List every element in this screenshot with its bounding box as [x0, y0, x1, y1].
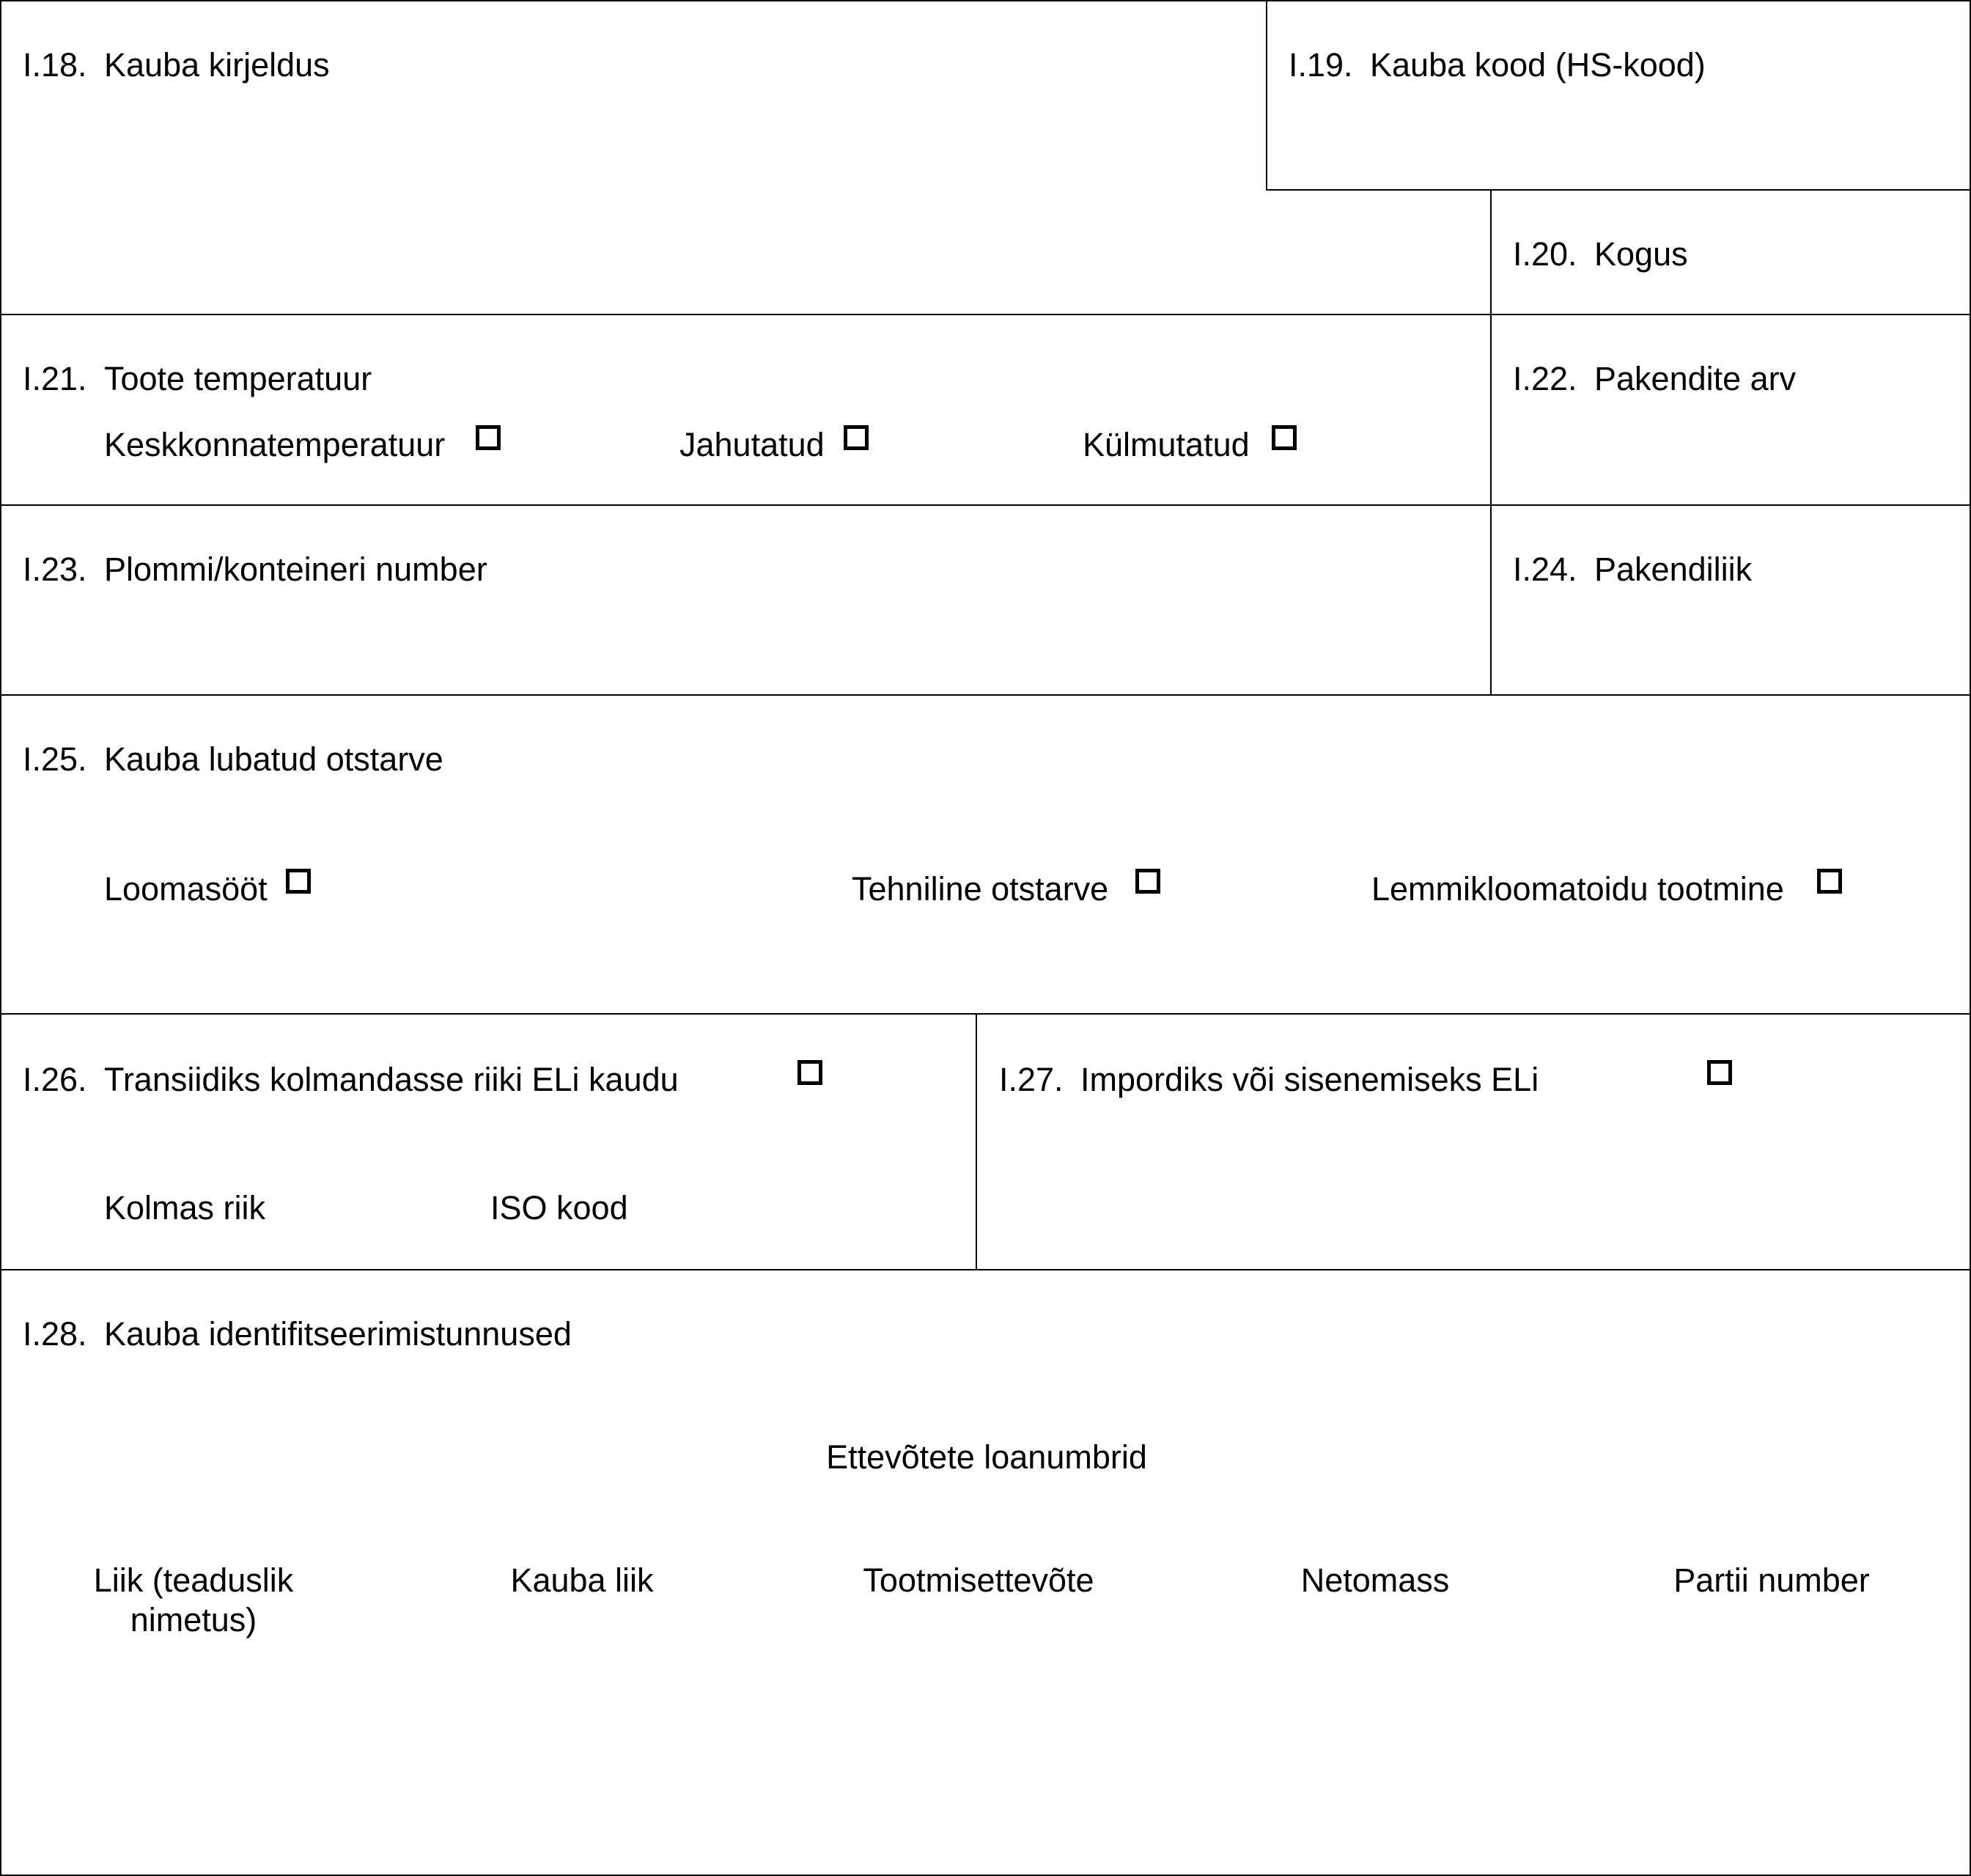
checkbox-import[interactable] [1707, 1060, 1732, 1085]
checkbox-frozen[interactable] [1272, 425, 1297, 450]
field-number-i22: I.22. [1513, 360, 1577, 397]
checkbox-chilled[interactable] [844, 425, 869, 450]
option-label-feedingstuff: Loomasööt [104, 870, 268, 908]
checkbox-petfood-production[interactable] [1817, 869, 1842, 894]
option-label-chilled: Jahutatud [679, 426, 825, 463]
field-label-product-temperature: Toote temperatuur [104, 360, 372, 397]
option-label-ambient: Keskkonnatemperatuur [104, 426, 446, 463]
column-header-batch-number: Partii number [1673, 1562, 1870, 1599]
divider-i19-bottom [1266, 189, 1971, 191]
divider-row3-bottom [0, 694, 1971, 696]
field-label-goods-certified-as: Kauba lubatud otstarve [104, 740, 443, 778]
divider-row4-bottom [0, 1013, 1971, 1015]
field-number-i21: I.21. [23, 360, 87, 397]
divider-row5-bottom [0, 1269, 1971, 1270]
divider-i18-i19 [1266, 0, 1267, 190]
checkbox-transit[interactable] [797, 1060, 822, 1085]
sub-label-iso-code: ISO kood [490, 1189, 628, 1226]
field-number-i23: I.23. [23, 551, 87, 588]
field-number-i27: I.27. [999, 1061, 1064, 1098]
subheading-approval-numbers: Ettevõtete loanumbrid [826, 1438, 1147, 1476]
checkbox-feedingstuff[interactable] [286, 869, 311, 894]
field-label-import-or-entry: Impordiks või sisenemiseks ELi [1080, 1061, 1539, 1098]
checkbox-technical-use[interactable] [1135, 869, 1160, 894]
field-number-i20: I.20. [1513, 235, 1577, 273]
column-header-manufacturing-plant: Tootmisettevõte [863, 1562, 1094, 1599]
field-number-i19: I.19. [1289, 46, 1353, 84]
field-label-hs-code: Kauba kood (HS-kood) [1370, 46, 1706, 84]
border-top [0, 0, 1971, 1]
field-number-i24: I.24. [1513, 551, 1577, 588]
divider-row2-bottom [0, 504, 1971, 506]
field-label-package-type: Pakendiliik [1594, 551, 1753, 588]
field-number-i25: I.25. [23, 740, 87, 778]
field-number-i28: I.28. [23, 1315, 87, 1353]
divider-row1-bottom [0, 314, 1971, 315]
divider-i20-left [1490, 189, 1492, 695]
divider-i26-i27 [976, 1013, 977, 1270]
field-label-identification-of-goods: Kauba identifitseerimistunnused [104, 1315, 572, 1353]
sub-label-third-country: Kolmas riik [104, 1189, 266, 1226]
field-label-seal-container-number: Plommi/konteineri number [104, 551, 487, 588]
column-header-nature-of-commodity: Kauba liik [510, 1562, 654, 1599]
option-label-technical-use: Tehniline otstarve [852, 870, 1109, 908]
column-header-species-line2: nimetus) [130, 1601, 257, 1638]
field-label-goods-description: Kauba kirjeldus [104, 46, 330, 84]
field-label-number-of-packages: Pakendite arv [1594, 360, 1797, 397]
checkbox-ambient[interactable] [476, 425, 501, 450]
option-label-petfood-production: Lemmikloomatoidu tootmine [1371, 870, 1784, 908]
border-left [0, 0, 1, 1876]
field-label-quantity: Kogus [1594, 235, 1688, 273]
field-label-transit-to-third-country: Transiidiks kolmandasse riiki ELi kaudu [104, 1061, 679, 1098]
field-number-i26: I.26. [23, 1061, 87, 1098]
column-header-species-line1: Liik (teaduslik [93, 1562, 294, 1599]
column-header-net-weight: Netomass [1300, 1562, 1450, 1599]
field-number-i18: I.18. [23, 46, 87, 84]
option-label-frozen: Külmutatud [1083, 426, 1250, 463]
